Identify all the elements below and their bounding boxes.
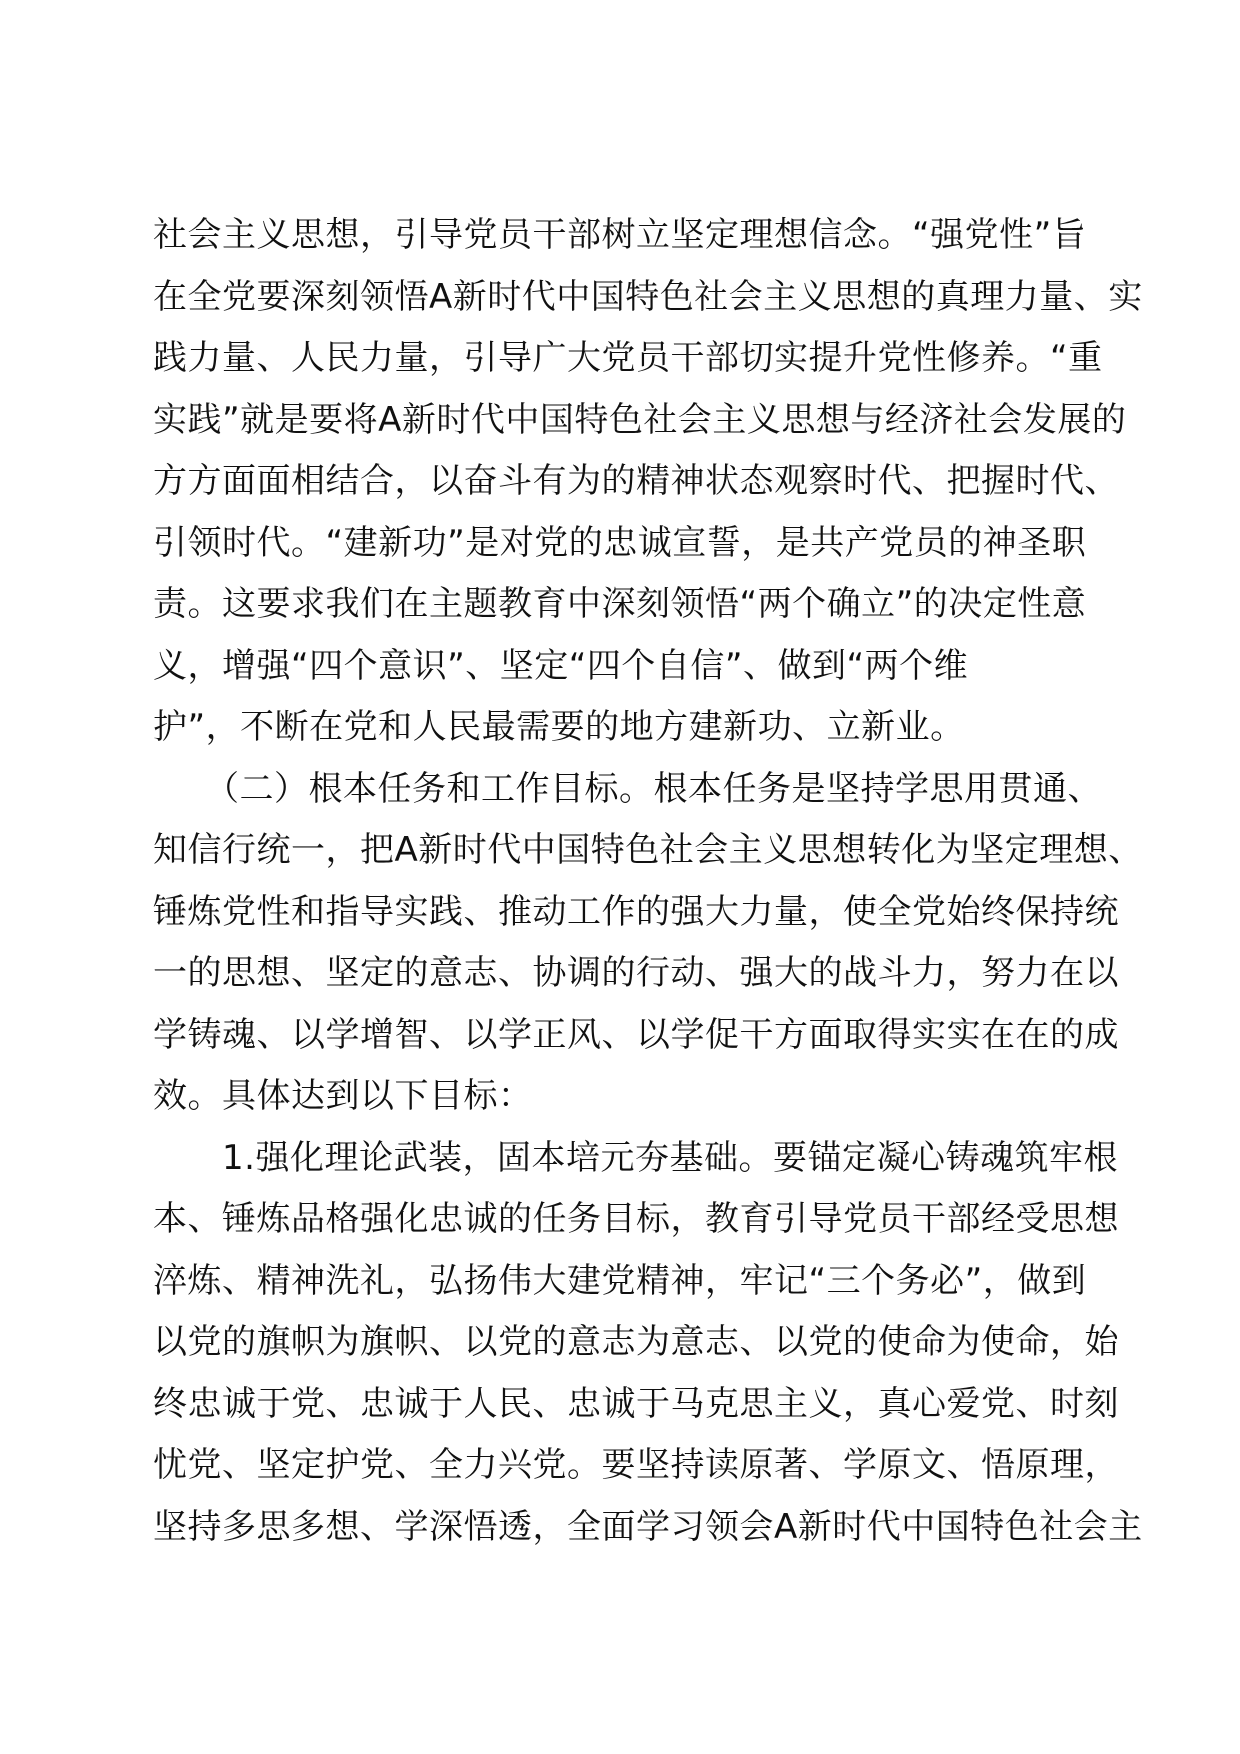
numbered-item-line: 1.强化理论武装，固本培元夯基础。要锚定凝心铸魂筑牢根 — [153, 1137, 1118, 1178]
text-line: 义，增强“四个意识”、坚定“四个自信”、做到“两个维 — [153, 645, 969, 686]
text-line: 锤炼党性和指导实践、推动工作的强大力量，使全党始终保持统 — [153, 891, 1119, 932]
text-line: 以党的旗帜为旗帜、以党的意志为意志、以党的使命为使命，始 — [153, 1322, 1119, 1362]
text-line: 效。具体达到以下目标： — [153, 1076, 533, 1116]
text-line: 忧党、坚定护党、全力兴党。要坚持读原著、学原文、悟原理， — [153, 1445, 1119, 1485]
text-line: 社会主义思想，引导党员干部树立坚定理想信念。“强党性”旨 — [153, 215, 1087, 255]
text-line: 方方面面相结合，以奋斗有为的精神状态观察时代、把握时代、 — [153, 461, 1119, 501]
text-line: 坚持多思多想、学深悟透，全面学习领会A新时代中国特色社会主 — [153, 1506, 1143, 1547]
text-line: 淬炼、精神洗礼，弘扬伟大建党精神，牢记“三个务必”，做到 — [153, 1260, 1087, 1301]
text-line: 责。这要求我们在主题教育中深刻领悟“两个确立”的决定性意 — [153, 584, 1087, 624]
text-line: 引领时代。“建新功”是对党的忠诚宣誓，是共产党员的神圣职 — [153, 522, 1087, 563]
text-line: 护”，不断在党和人民最需要的地方建新功、立新业。 — [153, 707, 965, 747]
text-line: 知信行统一，把A新时代中国特色社会主义思想转化为坚定理想、 — [153, 830, 1143, 870]
text-line: 本、锤炼品格强化忠诚的任务目标，教育引导党员干部经受思想 — [153, 1199, 1119, 1239]
text-line: 一的思想、坚定的意志、协调的行动、强大的战斗力，努力在以 — [153, 953, 1119, 993]
text-line: 在全党要深刻领悟A新时代中国特色社会主义思想的真理力量、实 — [153, 276, 1143, 317]
text-line: 实践”就是要将A新时代中国特色社会主义思想与经济社会发展的 — [153, 399, 1127, 440]
body-text — [153, 205, 1143, 1558]
text-line: 学铸魂、以学增智、以学正风、以学促干方面取得实实在在的成 — [153, 1014, 1119, 1055]
text-line: 践力量、人民力量，引导广大党员干部切实提升党性修养。“重 — [153, 338, 1103, 378]
text-line: 终忠诚于党、忠诚于人民、忠诚于马克思主义，真心爱党、时刻 — [153, 1383, 1119, 1424]
section-heading-line: （二）根本任务和工作目标。根本任务是坚持学思用贯通、 — [153, 768, 1102, 809]
